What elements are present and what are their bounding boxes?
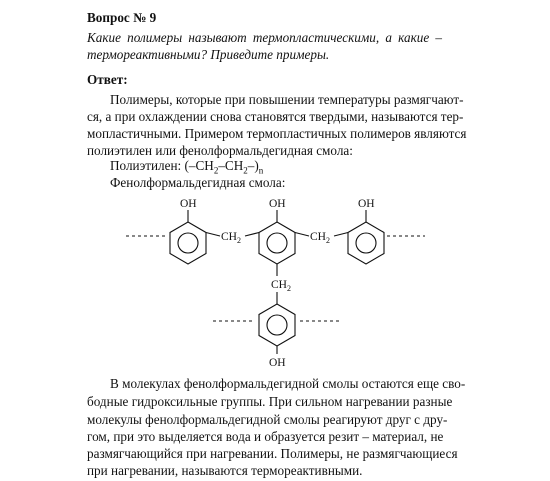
para2-line-6: при нагревании, называются термореактивными. (87, 463, 363, 478)
para2-line-2: бодные гидроксильные группы. При сильном нагревании разные (87, 394, 453, 409)
para1-line-3: мопластичными. Примером термопластичных полимеров являются (87, 126, 467, 141)
oh-label-ring2: OH (269, 198, 286, 210)
para1-line-2: ся, а при охлаждении снова становятся твердыми, называются тер- (87, 109, 464, 124)
para2-line-1: В молекулах фенолформальдегидной смолы остаются еще сво- (110, 376, 466, 391)
para2-line-3: молекулы фенолформальдегидной смолы реагируют друг с дру- (87, 412, 448, 427)
oh-label-ring1: OH (180, 198, 197, 210)
svg-text:CH: CH (310, 231, 326, 243)
answer-heading: Ответ: (87, 72, 128, 87)
para1-line-4: полиэтилен или фенолформальдегидная смола: (87, 143, 353, 158)
ch2-label-left (221, 231, 241, 245)
svg-text:CH: CH (271, 279, 287, 291)
svg-text:2: 2 (237, 236, 241, 245)
ch2-label-right (310, 231, 330, 245)
question-title: Вопрос № 9 (87, 10, 157, 25)
svg-text:2: 2 (287, 284, 291, 293)
para1-line-1: Полимеры, которые при повышении температуры размягчают- (110, 92, 464, 107)
svg-text:CH: CH (221, 231, 237, 243)
question-text-line-2: термореактивными? Приведите примеры. (87, 47, 330, 62)
svg-text:2: 2 (326, 236, 330, 245)
question-text-line-1: Какие полимеры называют термопластическими, а какие – (87, 30, 442, 45)
para2-line-4: гом, при это выделяется вода и образуется резит – материал, не (87, 429, 444, 444)
oh-label-ring4: OH (269, 357, 286, 369)
para2-line-5: размягчающийся при нагревании. Полимеры, не размягчающиеся (87, 446, 458, 461)
oh-label-ring3: OH (358, 198, 375, 210)
polyethylene-formula: Полиэтилен: $(-CH_2-CH_2-)_n$ (110, 158, 264, 176)
resin-label: Фенолформальдегидная смола: (110, 175, 286, 190)
ch2-label-bottom (271, 279, 291, 293)
